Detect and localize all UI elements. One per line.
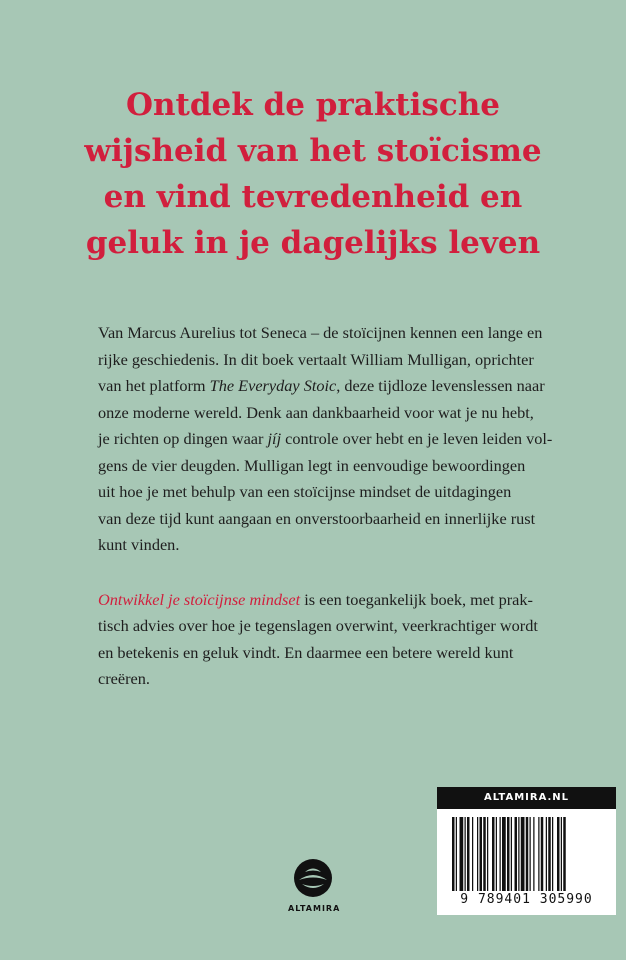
paragraph-2 <box>98 587 538 693</box>
book-title: Ontwikkel je stoïcijnse mindset <box>98 589 301 609</box>
text-fragment: is een toegankelijk boek, met prak- <box>300 589 533 609</box>
text-fragment: controle over hebt en je leven leiden vol- <box>281 429 553 448</box>
text-line: rijke geschiedenis. In dit boek vertaalt William Mulligan, oprichter <box>98 349 534 369</box>
text-line: uit hoe je met behulp van een stoïcijnse mindset de uitdagingen <box>98 482 512 501</box>
headline-line: Ontdek de praktische <box>126 87 500 123</box>
text-line <box>98 587 538 614</box>
text-line <box>98 373 545 400</box>
barcode-icon <box>452 817 602 891</box>
platform-title: The Everyday Stoic <box>209 376 337 395</box>
text-fragment: , deze tijdloze levenslessen naar <box>336 376 545 395</box>
text-fragment: van het platform <box>98 376 210 395</box>
text-line: Van Marcus Aurelius tot Seneca – de stoïcijnen kennen een lange en <box>98 323 543 342</box>
emphasis: jíj <box>267 429 282 448</box>
text-line: tisch advies over hoe je tegenslagen overwint, veerkrachtiger wordt <box>98 616 538 635</box>
publisher-logo <box>288 858 341 913</box>
text-line: gens de vier deugden. Mulligan legt in eenvoudige bewoordingen <box>98 455 526 475</box>
text-line: en betekenis en geluk vindt. En daarmee een betere wereld kunt <box>98 642 514 662</box>
text-line: kunt vinden. <box>98 535 180 554</box>
headline <box>0 82 626 266</box>
headline-line: wijsheid van het stoïcisme <box>84 133 542 169</box>
publisher-name: ALTAMIRA <box>288 904 341 913</box>
text-line <box>98 426 553 453</box>
altamira-logo-icon <box>293 858 333 898</box>
text-line: van deze tijd kunt aangaan en onverstoorbaarheid en innerlijke rust <box>98 508 536 528</box>
headline-line: en vind tevredenheid en <box>103 179 523 215</box>
paragraph-1 <box>98 320 553 559</box>
headline-line: geluk in je dagelijks leven <box>85 225 541 261</box>
blurb <box>98 320 553 693</box>
text-line: creëren. <box>98 669 150 688</box>
text-line: onze moderne wereld. Denk aan dankbaarheid voor wat je nu hebt, <box>98 402 534 422</box>
barcode-box <box>437 787 616 915</box>
isbn-number: 9 789401 305990 <box>460 892 593 907</box>
text-fragment: je richten op dingen waar <box>98 429 268 448</box>
publisher-url: ALTAMIRA.NL <box>437 787 616 809</box>
